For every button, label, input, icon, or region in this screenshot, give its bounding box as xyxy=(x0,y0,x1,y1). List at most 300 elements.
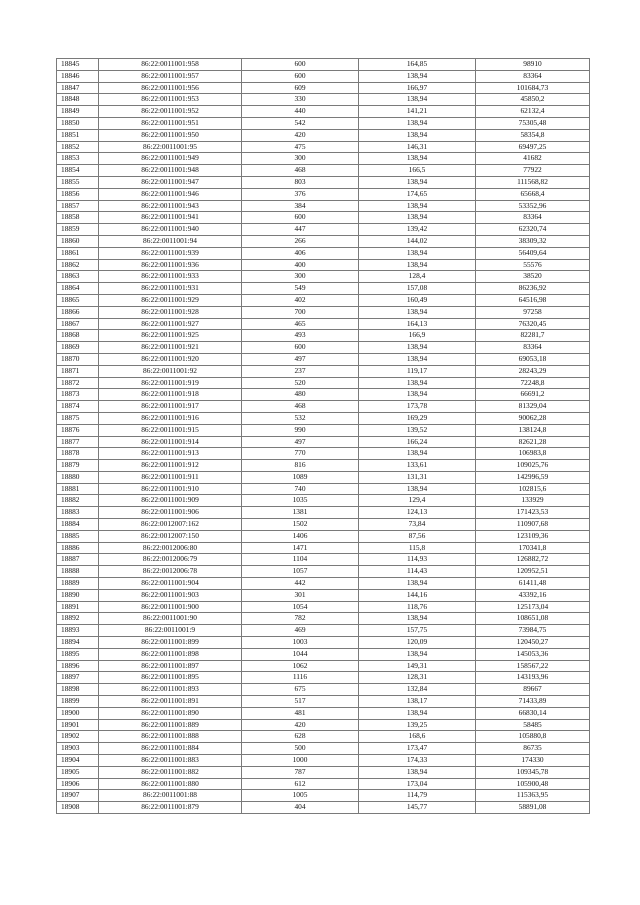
cadastral-value-cell: 81329,04 xyxy=(476,401,590,413)
cadastral-number-cell: 86:22:0011001:931 xyxy=(99,283,242,295)
area-cell: 1104 xyxy=(242,554,359,566)
cadastral-number-cell: 86:22:0011001:947 xyxy=(99,176,242,188)
cadastral-value-cell: 61411,48 xyxy=(476,578,590,590)
area-cell: 497 xyxy=(242,353,359,365)
cadastral-number-cell: 86:22:0011001:912 xyxy=(99,460,242,472)
cadastral-value-cell: 58485 xyxy=(476,719,590,731)
unit-value-cell: 138,94 xyxy=(359,613,476,625)
cadastral-number-cell: 86:22:0012006:79 xyxy=(99,554,242,566)
cadastral-value-cell: 89667 xyxy=(476,684,590,696)
cadastral-number-cell: 86:22:0011001:906 xyxy=(99,507,242,519)
unit-value-cell: 128,31 xyxy=(359,672,476,684)
unit-value-cell: 160,49 xyxy=(359,294,476,306)
area-cell: 330 xyxy=(242,94,359,106)
unit-value-cell: 131,31 xyxy=(359,471,476,483)
cadastral-number-cell: 86:22:0011001:880 xyxy=(99,778,242,790)
area-cell: 404 xyxy=(242,802,359,814)
unit-value-cell: 138,94 xyxy=(359,306,476,318)
unit-value-cell: 138,94 xyxy=(359,377,476,389)
row-number-cell: 18883 xyxy=(57,507,99,519)
row-number-cell: 18908 xyxy=(57,802,99,814)
row-number-cell: 18904 xyxy=(57,755,99,767)
unit-value-cell: 166,24 xyxy=(359,436,476,448)
cadastral-number-cell: 86:22:0011001:92 xyxy=(99,365,242,377)
cadastral-number-cell: 86:22:0012007:162 xyxy=(99,519,242,531)
row-number-cell: 18860 xyxy=(57,235,99,247)
cadastral-value-cell: 55576 xyxy=(476,259,590,271)
cadastral-number-cell: 86:22:0011001:929 xyxy=(99,294,242,306)
table-row xyxy=(57,330,590,342)
cadastral-number-cell: 86:22:0011001:946 xyxy=(99,188,242,200)
cadastral-value-cell: 69497,25 xyxy=(476,141,590,153)
area-cell: 532 xyxy=(242,412,359,424)
area-cell: 420 xyxy=(242,719,359,731)
unit-value-cell: 138,94 xyxy=(359,247,476,259)
cadastral-value-cell: 62132,4 xyxy=(476,106,590,118)
unit-value-cell: 138,94 xyxy=(359,153,476,165)
cadastral-value-cell: 77922 xyxy=(476,165,590,177)
table-row xyxy=(57,235,590,247)
cadastral-value-cell: 28243,29 xyxy=(476,365,590,377)
row-number-cell: 18868 xyxy=(57,330,99,342)
unit-value-cell: 132,84 xyxy=(359,684,476,696)
area-cell: 770 xyxy=(242,448,359,460)
cadastral-value-cell: 75305,48 xyxy=(476,117,590,129)
row-number-cell: 18869 xyxy=(57,342,99,354)
area-cell: 1471 xyxy=(242,542,359,554)
unit-value-cell: 138,94 xyxy=(359,117,476,129)
cadastral-number-cell: 86:22:0011001:951 xyxy=(99,117,242,129)
table-row xyxy=(57,401,590,413)
area-cell: 549 xyxy=(242,283,359,295)
cadastral-number-cell: 86:22:0011001:936 xyxy=(99,259,242,271)
unit-value-cell: 169,29 xyxy=(359,412,476,424)
area-cell: 402 xyxy=(242,294,359,306)
row-number-cell: 18888 xyxy=(57,566,99,578)
cadastral-number-cell: 86:22:0011001:883 xyxy=(99,755,242,767)
table-row xyxy=(57,436,590,448)
cadastral-number-cell: 86:22:0011001:943 xyxy=(99,200,242,212)
cadastral-value-cell: 69053,18 xyxy=(476,353,590,365)
row-number-cell: 18894 xyxy=(57,637,99,649)
cadastral-value-cell: 101684,73 xyxy=(476,82,590,94)
area-cell: 447 xyxy=(242,224,359,236)
cadastral-value-cell: 73984,75 xyxy=(476,625,590,637)
row-number-cell: 18870 xyxy=(57,353,99,365)
cadastral-value-cell: 58354,8 xyxy=(476,129,590,141)
area-cell: 1089 xyxy=(242,471,359,483)
row-number-cell: 18891 xyxy=(57,601,99,613)
row-number-cell: 18900 xyxy=(57,707,99,719)
cadastral-number-cell: 86:22:0011001:882 xyxy=(99,766,242,778)
cadastral-value-cell: 125173,04 xyxy=(476,601,590,613)
row-number-cell: 18847 xyxy=(57,82,99,94)
table-row xyxy=(57,684,590,696)
cadastral-number-cell: 86:22:0011001:910 xyxy=(99,483,242,495)
cadastral-value-cell: 98910 xyxy=(476,59,590,71)
unit-value-cell: 124,13 xyxy=(359,507,476,519)
cadastral-value-table xyxy=(56,58,590,814)
table-row xyxy=(57,613,590,625)
row-number-cell: 18903 xyxy=(57,743,99,755)
area-cell: 803 xyxy=(242,176,359,188)
cadastral-number-cell: 86:22:0011001:941 xyxy=(99,212,242,224)
unit-value-cell: 129,4 xyxy=(359,495,476,507)
cadastral-number-cell: 86:22:0011001:909 xyxy=(99,495,242,507)
table-row xyxy=(57,59,590,71)
row-number-cell: 18884 xyxy=(57,519,99,531)
table-row xyxy=(57,530,590,542)
cadastral-number-cell: 86:22:0011001:948 xyxy=(99,165,242,177)
area-cell: 480 xyxy=(242,389,359,401)
row-number-cell: 18882 xyxy=(57,495,99,507)
row-number-cell: 18861 xyxy=(57,247,99,259)
unit-value-cell: 138,94 xyxy=(359,578,476,590)
unit-value-cell: 138,94 xyxy=(359,648,476,660)
area-cell: 400 xyxy=(242,259,359,271)
area-cell: 1502 xyxy=(242,519,359,531)
table-row xyxy=(57,200,590,212)
row-number-cell: 18890 xyxy=(57,589,99,601)
row-number-cell: 18901 xyxy=(57,719,99,731)
cadastral-value-cell: 45850,2 xyxy=(476,94,590,106)
unit-value-cell: 138,94 xyxy=(359,176,476,188)
table-row xyxy=(57,483,590,495)
area-cell: 1057 xyxy=(242,566,359,578)
table-row xyxy=(57,790,590,802)
cadastral-number-cell: 86:22:0011001:888 xyxy=(99,731,242,743)
cadastral-number-cell: 86:22:0011001:890 xyxy=(99,707,242,719)
cadastral-number-cell: 86:22:0012007:150 xyxy=(99,530,242,542)
cadastral-number-cell: 86:22:0011001:918 xyxy=(99,389,242,401)
cadastral-value-cell: 38520 xyxy=(476,271,590,283)
area-cell: 468 xyxy=(242,165,359,177)
row-number-cell: 18875 xyxy=(57,412,99,424)
table-row xyxy=(57,460,590,472)
table-row xyxy=(57,542,590,554)
cadastral-number-cell: 86:22:0011001:94 xyxy=(99,235,242,247)
table-row xyxy=(57,212,590,224)
row-number-cell: 18878 xyxy=(57,448,99,460)
area-cell: 600 xyxy=(242,59,359,71)
cadastral-value-cell: 109345,78 xyxy=(476,766,590,778)
row-number-cell: 18866 xyxy=(57,306,99,318)
area-cell: 1054 xyxy=(242,601,359,613)
cadastral-number-cell: 86:22:0011001:927 xyxy=(99,318,242,330)
area-cell: 468 xyxy=(242,401,359,413)
area-cell: 406 xyxy=(242,247,359,259)
cadastral-number-cell: 86:22:0011001:957 xyxy=(99,70,242,82)
table-row xyxy=(57,247,590,259)
unit-value-cell: 138,17 xyxy=(359,696,476,708)
row-number-cell: 18849 xyxy=(57,106,99,118)
cadastral-value-cell: 72248,8 xyxy=(476,377,590,389)
cadastral-number-cell: 86:22:0011001:949 xyxy=(99,153,242,165)
area-cell: 787 xyxy=(242,766,359,778)
unit-value-cell: 157,08 xyxy=(359,283,476,295)
cadastral-number-cell: 86:22:0011001:903 xyxy=(99,589,242,601)
unit-value-cell: 164,13 xyxy=(359,318,476,330)
area-cell: 1035 xyxy=(242,495,359,507)
unit-value-cell: 138,94 xyxy=(359,342,476,354)
table-row xyxy=(57,755,590,767)
cadastral-value-cell: 108651,08 xyxy=(476,613,590,625)
table-row xyxy=(57,424,590,436)
table-row xyxy=(57,306,590,318)
unit-value-cell: 118,76 xyxy=(359,601,476,613)
table-row xyxy=(57,224,590,236)
table-row xyxy=(57,448,590,460)
row-number-cell: 18858 xyxy=(57,212,99,224)
table-row xyxy=(57,283,590,295)
area-cell: 500 xyxy=(242,743,359,755)
row-number-cell: 18859 xyxy=(57,224,99,236)
unit-value-cell: 120,09 xyxy=(359,637,476,649)
unit-value-cell: 119,17 xyxy=(359,365,476,377)
table-row xyxy=(57,625,590,637)
cadastral-value-cell: 90062,28 xyxy=(476,412,590,424)
cadastral-value-cell: 110907,68 xyxy=(476,519,590,531)
unit-value-cell: 87,56 xyxy=(359,530,476,542)
row-number-cell: 18852 xyxy=(57,141,99,153)
unit-value-cell: 114,93 xyxy=(359,554,476,566)
cadastral-value-cell: 109025,76 xyxy=(476,460,590,472)
table-row xyxy=(57,554,590,566)
table-row xyxy=(57,94,590,106)
area-cell: 376 xyxy=(242,188,359,200)
area-cell: 497 xyxy=(242,436,359,448)
cadastral-number-cell: 86:22:0011001:958 xyxy=(99,59,242,71)
cadastral-value-cell: 120952,51 xyxy=(476,566,590,578)
area-cell: 1381 xyxy=(242,507,359,519)
area-cell: 1406 xyxy=(242,530,359,542)
unit-value-cell: 138,94 xyxy=(359,766,476,778)
area-cell: 442 xyxy=(242,578,359,590)
cadastral-number-cell: 86:22:0011001:928 xyxy=(99,306,242,318)
cadastral-value-cell: 158567,22 xyxy=(476,660,590,672)
cadastral-value-cell: 56409,64 xyxy=(476,247,590,259)
table-row xyxy=(57,188,590,200)
cadastral-value-cell: 105880,8 xyxy=(476,731,590,743)
row-number-cell: 18865 xyxy=(57,294,99,306)
unit-value-cell: 138,94 xyxy=(359,389,476,401)
table-row xyxy=(57,589,590,601)
unit-value-cell: 173,47 xyxy=(359,743,476,755)
cadastral-number-cell: 86:22:0011001:911 xyxy=(99,471,242,483)
cadastral-number-cell: 86:22:0011001:920 xyxy=(99,353,242,365)
cadastral-value-cell: 53352,96 xyxy=(476,200,590,212)
cadastral-value-cell: 66691,2 xyxy=(476,389,590,401)
area-cell: 1000 xyxy=(242,755,359,767)
cadastral-value-cell: 120450,27 xyxy=(476,637,590,649)
area-cell: 1005 xyxy=(242,790,359,802)
row-number-cell: 18877 xyxy=(57,436,99,448)
cadastral-value-cell: 76320,45 xyxy=(476,318,590,330)
cadastral-value-cell: 43392,16 xyxy=(476,589,590,601)
cadastral-value-cell: 138124,8 xyxy=(476,424,590,436)
row-number-cell: 18856 xyxy=(57,188,99,200)
table-row xyxy=(57,471,590,483)
area-cell: 816 xyxy=(242,460,359,472)
row-number-cell: 18857 xyxy=(57,200,99,212)
cadastral-value-cell: 105900,48 xyxy=(476,778,590,790)
row-number-cell: 18897 xyxy=(57,672,99,684)
cadastral-value-cell: 86735 xyxy=(476,743,590,755)
unit-value-cell: 128,4 xyxy=(359,271,476,283)
table-row xyxy=(57,259,590,271)
area-cell: 475 xyxy=(242,141,359,153)
cadastral-number-cell: 86:22:0011001:921 xyxy=(99,342,242,354)
row-number-cell: 18889 xyxy=(57,578,99,590)
cadastral-value-cell: 97258 xyxy=(476,306,590,318)
unit-value-cell: 138,94 xyxy=(359,70,476,82)
unit-value-cell: 138,94 xyxy=(359,94,476,106)
row-number-cell: 18906 xyxy=(57,778,99,790)
cadastral-number-cell: 86:22:0011001:917 xyxy=(99,401,242,413)
unit-value-cell: 138,94 xyxy=(359,707,476,719)
row-number-cell: 18902 xyxy=(57,731,99,743)
table-row xyxy=(57,106,590,118)
cadastral-number-cell: 86:22:0011001:956 xyxy=(99,82,242,94)
row-number-cell: 18850 xyxy=(57,117,99,129)
table-row xyxy=(57,70,590,82)
cadastral-value-cell: 65668,4 xyxy=(476,188,590,200)
cadastral-number-cell: 86:22:0011001:953 xyxy=(99,94,242,106)
unit-value-cell: 144,16 xyxy=(359,589,476,601)
area-cell: 700 xyxy=(242,306,359,318)
cadastral-value-cell: 64516,98 xyxy=(476,294,590,306)
row-number-cell: 18862 xyxy=(57,259,99,271)
unit-value-cell: 173,78 xyxy=(359,401,476,413)
table-row xyxy=(57,165,590,177)
row-number-cell: 18887 xyxy=(57,554,99,566)
area-cell: 300 xyxy=(242,153,359,165)
cadastral-value-cell: 71433,89 xyxy=(476,696,590,708)
document-page xyxy=(56,58,590,814)
row-number-cell: 18881 xyxy=(57,483,99,495)
cadastral-value-cell: 126882,72 xyxy=(476,554,590,566)
row-number-cell: 18896 xyxy=(57,660,99,672)
row-number-cell: 18895 xyxy=(57,648,99,660)
row-number-cell: 18876 xyxy=(57,424,99,436)
row-number-cell: 18874 xyxy=(57,401,99,413)
table-row xyxy=(57,353,590,365)
unit-value-cell: 149,31 xyxy=(359,660,476,672)
table-row xyxy=(57,707,590,719)
table-row xyxy=(57,778,590,790)
cadastral-number-cell: 86:22:0011001:889 xyxy=(99,719,242,731)
row-number-cell: 18880 xyxy=(57,471,99,483)
row-number-cell: 18872 xyxy=(57,377,99,389)
unit-value-cell: 138,94 xyxy=(359,353,476,365)
table-body xyxy=(57,59,590,814)
row-number-cell: 18907 xyxy=(57,790,99,802)
area-cell: 1062 xyxy=(242,660,359,672)
row-number-cell: 18885 xyxy=(57,530,99,542)
unit-value-cell: 141,21 xyxy=(359,106,476,118)
cadastral-number-cell: 86:22:0011001:900 xyxy=(99,601,242,613)
area-cell: 237 xyxy=(242,365,359,377)
area-cell: 440 xyxy=(242,106,359,118)
area-cell: 990 xyxy=(242,424,359,436)
row-number-cell: 18905 xyxy=(57,766,99,778)
unit-value-cell: 166,9 xyxy=(359,330,476,342)
table-row xyxy=(57,495,590,507)
cadastral-value-cell: 133929 xyxy=(476,495,590,507)
area-cell: 481 xyxy=(242,707,359,719)
area-cell: 600 xyxy=(242,212,359,224)
row-number-cell: 18853 xyxy=(57,153,99,165)
unit-value-cell: 114,79 xyxy=(359,790,476,802)
cadastral-number-cell: 86:22:0011001:899 xyxy=(99,637,242,649)
table-row xyxy=(57,342,590,354)
cadastral-number-cell: 86:22:0011001:897 xyxy=(99,660,242,672)
cadastral-number-cell: 86:22:0011001:891 xyxy=(99,696,242,708)
cadastral-value-cell: 111568,82 xyxy=(476,176,590,188)
unit-value-cell: 139,52 xyxy=(359,424,476,436)
area-cell: 600 xyxy=(242,70,359,82)
unit-value-cell: 166,5 xyxy=(359,165,476,177)
area-cell: 782 xyxy=(242,613,359,625)
cadastral-number-cell: 86:22:0011001:884 xyxy=(99,743,242,755)
table-row xyxy=(57,648,590,660)
row-number-cell: 18899 xyxy=(57,696,99,708)
table-row xyxy=(57,365,590,377)
row-number-cell: 18854 xyxy=(57,165,99,177)
table-row xyxy=(57,176,590,188)
cadastral-number-cell: 86:22:0011001:952 xyxy=(99,106,242,118)
unit-value-cell: 139,42 xyxy=(359,224,476,236)
cadastral-number-cell: 86:22:0011001:904 xyxy=(99,578,242,590)
table-row xyxy=(57,117,590,129)
cadastral-value-cell: 82281,7 xyxy=(476,330,590,342)
cadastral-value-cell: 83364 xyxy=(476,212,590,224)
cadastral-value-cell: 102815,6 xyxy=(476,483,590,495)
cadastral-value-cell: 58891,08 xyxy=(476,802,590,814)
row-number-cell: 18871 xyxy=(57,365,99,377)
unit-value-cell: 138,94 xyxy=(359,259,476,271)
area-cell: 542 xyxy=(242,117,359,129)
area-cell: 520 xyxy=(242,377,359,389)
unit-value-cell: 138,94 xyxy=(359,129,476,141)
table-row xyxy=(57,578,590,590)
row-number-cell: 18855 xyxy=(57,176,99,188)
unit-value-cell: 139,25 xyxy=(359,719,476,731)
cadastral-value-cell: 115363,95 xyxy=(476,790,590,802)
area-cell: 469 xyxy=(242,625,359,637)
cadastral-number-cell: 86:22:0011001:9 xyxy=(99,625,242,637)
row-number-cell: 18848 xyxy=(57,94,99,106)
table-row xyxy=(57,318,590,330)
area-cell: 301 xyxy=(242,589,359,601)
cadastral-value-cell: 123109,36 xyxy=(476,530,590,542)
cadastral-number-cell: 86:22:0011001:933 xyxy=(99,271,242,283)
area-cell: 675 xyxy=(242,684,359,696)
cadastral-value-cell: 170341,8 xyxy=(476,542,590,554)
table-row xyxy=(57,519,590,531)
area-cell: 1044 xyxy=(242,648,359,660)
unit-value-cell: 138,94 xyxy=(359,200,476,212)
table-row xyxy=(57,637,590,649)
cadastral-value-cell: 66830,14 xyxy=(476,707,590,719)
cadastral-number-cell: 86:22:0011001:939 xyxy=(99,247,242,259)
area-cell: 612 xyxy=(242,778,359,790)
area-cell: 1116 xyxy=(242,672,359,684)
table-row xyxy=(57,802,590,814)
row-number-cell: 18845 xyxy=(57,59,99,71)
cadastral-value-cell: 83364 xyxy=(476,342,590,354)
table-row xyxy=(57,141,590,153)
